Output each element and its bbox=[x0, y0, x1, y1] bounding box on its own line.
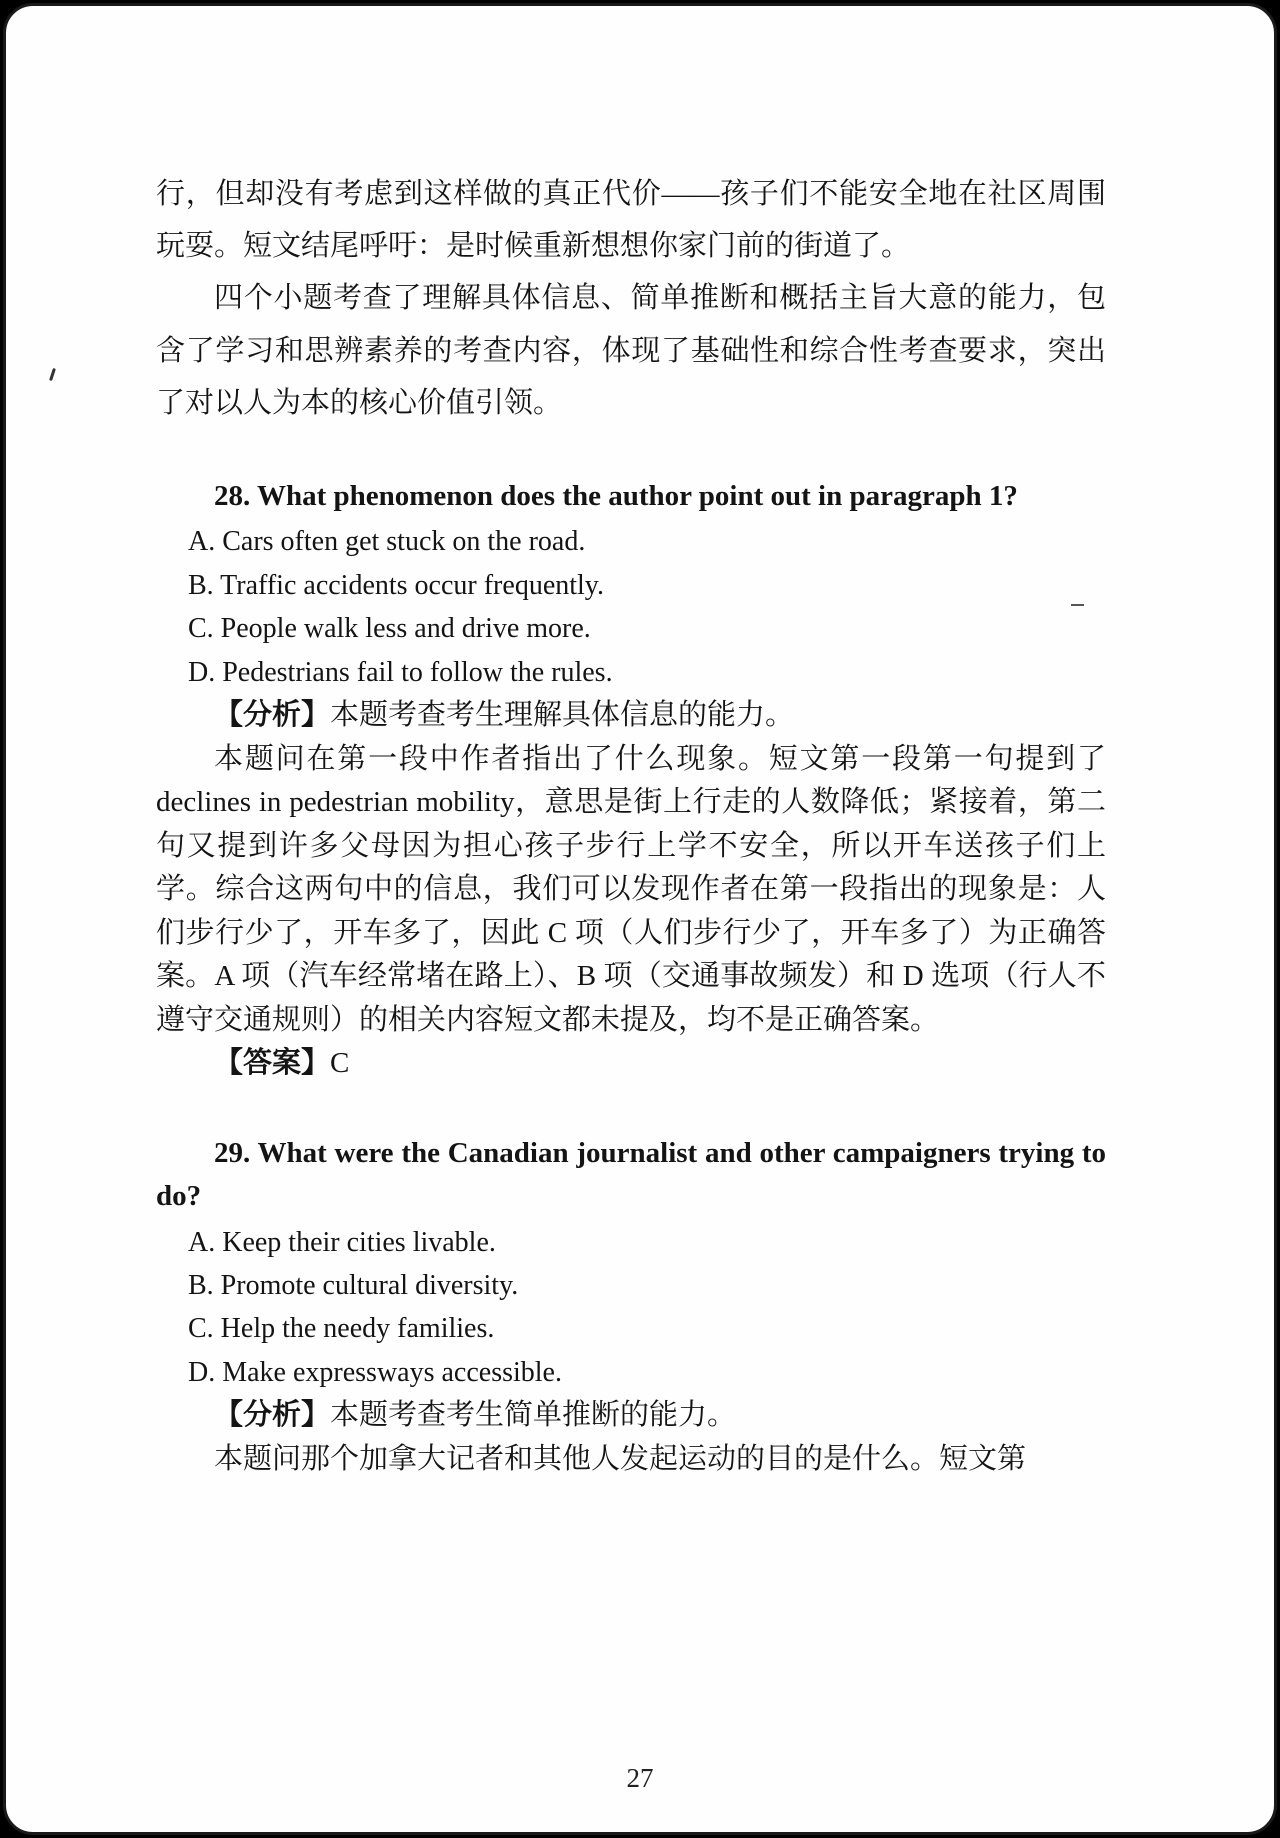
question-28-explanation: 本题问在第一段中作者指出了什么现象。短文第一段第一句提到了 declines in pedestrian mobility，意思是街上行走的人数降低；紧接着，第二句又提到许多父母因为担心孩子步行上学不安全，所以开车送孩子们上学。综合这两句中的信息，我们可以发现作者在第一段指出的现象是：人们步行少了，开车多了，因此 C 项（人们步行少了，开车多了）为正确答案。A 项（汽车经常堵在路上）、B 项（交通事故频发）和 D 选项（行人不遵守交通规则）的相关内容短文都未提及，均不是正确答案。 bbox=[156, 742, 1106, 1036]
question-29-options bbox=[156, 1221, 1106, 1395]
page-content bbox=[156, 168, 1106, 1481]
question-29-option-c: C. Help the needy families. bbox=[188, 1313, 495, 1345]
answer-value: C bbox=[330, 1047, 350, 1079]
question-28-answer bbox=[156, 1042, 1106, 1086]
question-28-option-a: A. Cars often get stuck on the road. bbox=[188, 526, 586, 558]
analysis-text: 本题考查考生理解具体信息的能力。 bbox=[330, 699, 795, 731]
intro-paragraph-2: 四个小题考查了理解具体信息、简单推断和概括主旨大意的能力，包含了学习和思辨素养的考查内容，体现了基础性和综合性考查要求，突出了对以人为本的核心价值引领。 bbox=[156, 282, 1106, 419]
analysis-text: 本题考查考生简单推断的能力。 bbox=[330, 1399, 737, 1432]
question-28-heading: 28. What phenomenon does the author point out in paragraph 1? bbox=[214, 479, 1018, 512]
analysis-label: 【分析】 bbox=[214, 1399, 331, 1432]
question-28-option-c: C. People walk less and drive more. bbox=[188, 613, 591, 645]
question-28-option-b: B. Traffic accidents occur frequently. bbox=[188, 569, 604, 601]
page-number: 27 bbox=[626, 1763, 654, 1793]
question-28-option-d: D. Pedestrians fail to follow the rules. bbox=[188, 656, 613, 688]
question-28-analysis bbox=[156, 694, 1106, 738]
question-28-block bbox=[156, 475, 1106, 1086]
intro-paragraph-1: 行，但却没有考虑到这样做的真正代价——孩子们不能安全地在社区周围玩耍。短文结尾呼吁：是时候重新想想你家门前的街道了。 bbox=[156, 178, 1106, 263]
question-29-option-d: D. Make expressways accessible. bbox=[188, 1356, 562, 1388]
analysis-label: 【分析】 bbox=[214, 699, 331, 731]
question-29-explanation-start: 本题问那个加拿大记者和其他人发起运动的目的是什么。短文第 bbox=[214, 1442, 1027, 1475]
question-29-block bbox=[156, 1132, 1106, 1482]
question-29-heading: 29. What were the Canadian journalist and other campaigners trying to do? bbox=[156, 1136, 1106, 1212]
document-page bbox=[3, 3, 1277, 1835]
scan-artifact-left bbox=[49, 368, 56, 381]
question-29-option-b: B. Promote cultural diversity. bbox=[188, 1269, 519, 1301]
answer-label: 【答案】 bbox=[214, 1047, 331, 1079]
question-29-option-a: A. Keep their cities livable. bbox=[188, 1226, 496, 1258]
question-28-options bbox=[156, 520, 1106, 694]
question-29-analysis bbox=[156, 1394, 1106, 1438]
